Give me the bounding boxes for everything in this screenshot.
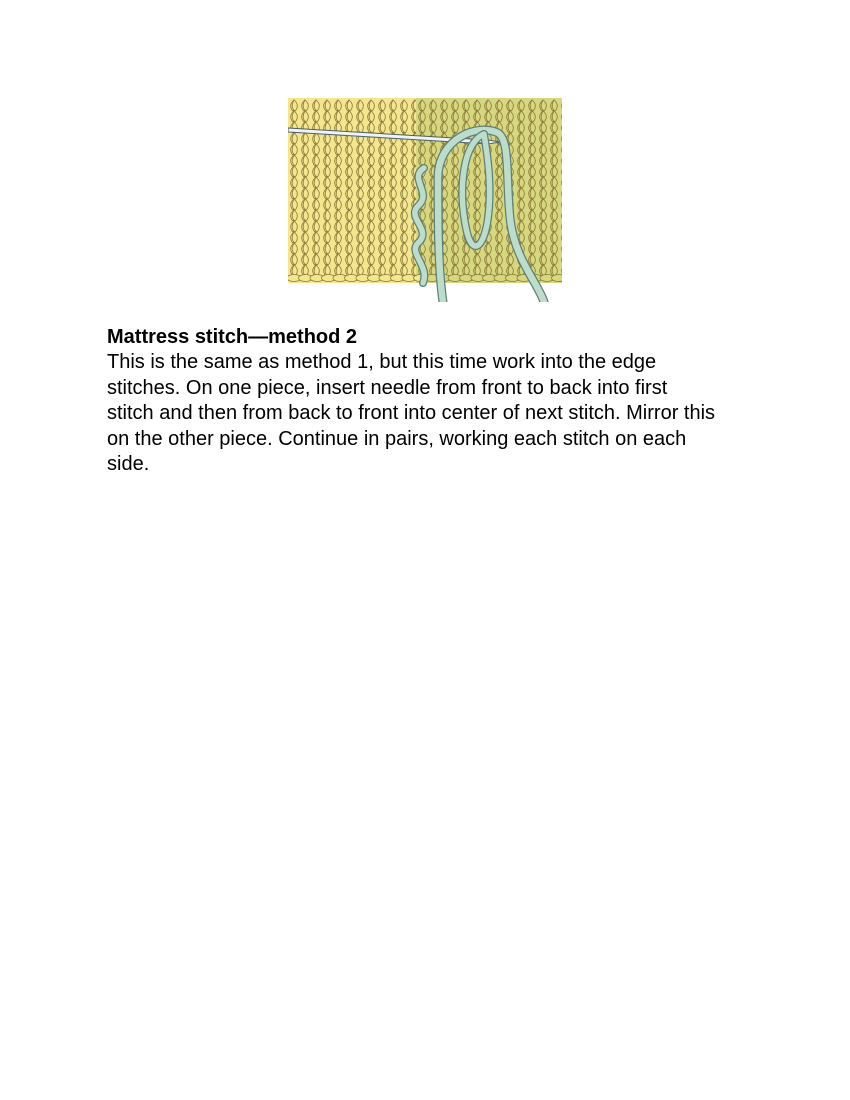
body-line: side. [107, 453, 150, 475]
mattress-stitch-illustration [288, 98, 562, 302]
body-line: This is the same as method 1, but this time work into the edge [107, 351, 657, 373]
knitting-diagram [288, 98, 562, 302]
body-line: stitches. On one piece, insert needle from front to back into first [107, 376, 668, 399]
body-line: on the other piece. Continue in pairs, working each stitch on each [107, 427, 687, 450]
section-body [107, 350, 757, 478]
section-text [107, 324, 757, 478]
body-line: stitch and then from back to front into center of next stitch. Mirror this [107, 402, 716, 424]
section-heading: Mattress stitch—method 2 [107, 326, 358, 348]
